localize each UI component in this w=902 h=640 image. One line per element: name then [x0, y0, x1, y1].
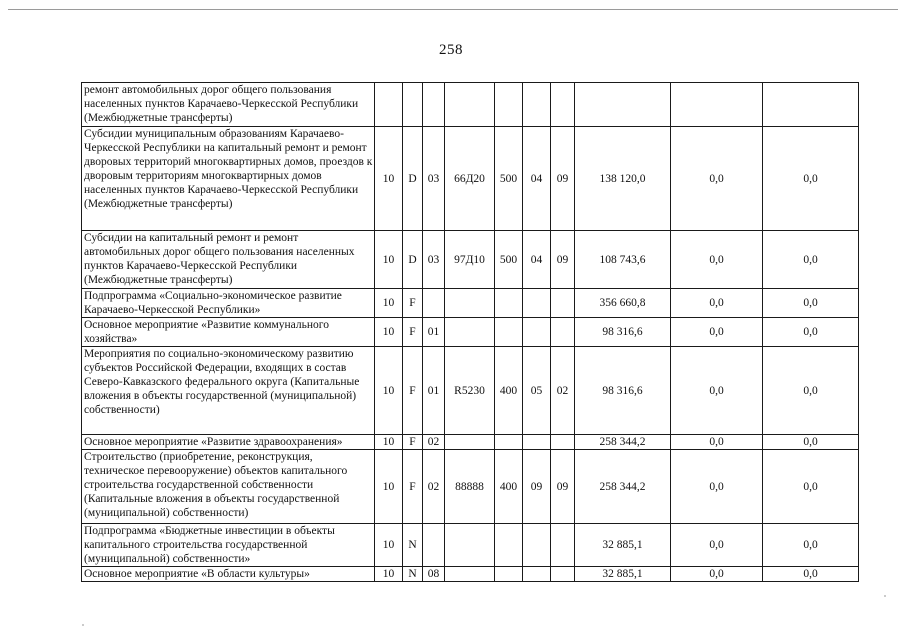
- row-value-cell-c1: 10: [375, 127, 403, 231]
- row-value-cell-c4: [445, 318, 495, 347]
- row-name-cell: Субсидии на капитальный ремонт и ремонт автомобильных дорог общего пользования населенных пунктов Карачаево-Черкесской Республики (Межбюджетные трансферты): [82, 231, 375, 289]
- row-value-cell-c6: [523, 289, 551, 318]
- row-value-cell-c2: F: [403, 450, 423, 524]
- row-value-cell-v3: 0,0: [763, 347, 859, 435]
- row-value-cell-c3: 08: [423, 567, 445, 582]
- row-value-cell-c7: 09: [551, 127, 575, 231]
- row-value-cell-c2: D: [403, 231, 423, 289]
- row-value-cell-c5: 500: [495, 231, 523, 289]
- table-body: [82, 83, 859, 582]
- row-value-cell-c3: [423, 289, 445, 318]
- row-value-cell-v3: 0,0: [763, 318, 859, 347]
- row-value-cell-c6: [523, 524, 551, 567]
- row-value-cell-v2: 0,0: [671, 435, 763, 450]
- row-value-cell-c1: 10: [375, 567, 403, 582]
- row-value-cell-c3: [423, 83, 445, 127]
- row-value-cell-v1: 356 660,8: [575, 289, 671, 318]
- table-row: [82, 524, 859, 567]
- row-value-cell-v2: 0,0: [671, 289, 763, 318]
- row-value-cell-v1: 32 885,1: [575, 524, 671, 567]
- row-value-cell-c5: 500: [495, 127, 523, 231]
- row-value-cell-c4: R5230: [445, 347, 495, 435]
- row-value-cell-c5: [495, 289, 523, 318]
- row-name-cell: Мероприятия по социально-экономическому развитию субъектов Российской Федерации, входящих в состав Северо-Кавказского федерального округа (Капитальные вложения в объекты государственной (муниципальной) собственности): [82, 347, 375, 435]
- scan-top-border-line: [8, 9, 898, 10]
- table-row: [82, 231, 859, 289]
- row-value-cell-c6: 04: [523, 127, 551, 231]
- scan-speck: [884, 595, 886, 597]
- row-value-cell-c3: 01: [423, 318, 445, 347]
- row-value-cell-c4: [445, 524, 495, 567]
- row-value-cell-c1: 10: [375, 289, 403, 318]
- row-value-cell-c1: 10: [375, 524, 403, 567]
- row-value-cell-c6: 04: [523, 231, 551, 289]
- row-value-cell-c7: [551, 524, 575, 567]
- row-value-cell-c4: [445, 435, 495, 450]
- row-value-cell-c4: [445, 83, 495, 127]
- row-value-cell-v3: 0,0: [763, 289, 859, 318]
- row-value-cell-c7: [551, 289, 575, 318]
- row-value-cell-c2: [403, 83, 423, 127]
- row-value-cell-c7: 02: [551, 347, 575, 435]
- row-value-cell-c6: [523, 83, 551, 127]
- row-value-cell-c4: [445, 567, 495, 582]
- row-value-cell-c7: 09: [551, 450, 575, 524]
- row-name-cell: Основное мероприятие «Развитие коммунального хозяйства»: [82, 318, 375, 347]
- row-value-cell-c2: F: [403, 435, 423, 450]
- row-name-cell: ремонт автомобильных дорог общего пользования населенных пунктов Карачаево-Черкесской Республики (Межбюджетные трансферты): [82, 83, 375, 127]
- row-value-cell-c3: 01: [423, 347, 445, 435]
- row-value-cell-c1: 10: [375, 347, 403, 435]
- row-name-cell: Основное мероприятие «В области культуры»: [82, 567, 375, 582]
- row-value-cell-c3: 02: [423, 435, 445, 450]
- row-value-cell-v2: 0,0: [671, 450, 763, 524]
- row-value-cell-v2: 0,0: [671, 567, 763, 582]
- row-value-cell-v1: 32 885,1: [575, 567, 671, 582]
- row-value-cell-c6: [523, 318, 551, 347]
- row-value-cell-v2: 0,0: [671, 347, 763, 435]
- row-value-cell-v2: 0,0: [671, 318, 763, 347]
- page-number: 258: [439, 42, 463, 58]
- row-value-cell-v2: [671, 83, 763, 127]
- row-value-cell-c2: N: [403, 524, 423, 567]
- table-row: [82, 567, 859, 582]
- row-value-cell-v1: 138 120,0: [575, 127, 671, 231]
- row-value-cell-c5: [495, 567, 523, 582]
- row-value-cell-v1: 98 316,6: [575, 318, 671, 347]
- row-value-cell-c6: 05: [523, 347, 551, 435]
- row-value-cell-v1: 258 344,2: [575, 435, 671, 450]
- row-value-cell-c7: 09: [551, 231, 575, 289]
- row-value-cell-c5: 400: [495, 347, 523, 435]
- row-value-cell-c3: 03: [423, 127, 445, 231]
- row-value-cell-c7: [551, 83, 575, 127]
- row-value-cell-v3: 0,0: [763, 567, 859, 582]
- row-value-cell-c6: [523, 435, 551, 450]
- row-value-cell-c5: [495, 524, 523, 567]
- row-value-cell-v1: 108 743,6: [575, 231, 671, 289]
- table-row: [82, 318, 859, 347]
- row-value-cell-c1: 10: [375, 231, 403, 289]
- row-value-cell-v2: 0,0: [671, 231, 763, 289]
- row-value-cell-c4: 66Д20: [445, 127, 495, 231]
- row-value-cell-c5: [495, 83, 523, 127]
- row-value-cell-c7: [551, 435, 575, 450]
- row-value-cell-c5: [495, 318, 523, 347]
- row-value-cell-v3: 0,0: [763, 435, 859, 450]
- row-value-cell-c2: F: [403, 289, 423, 318]
- row-name-cell: Подпрограмма «Социально-экономическое развитие Карачаево-Черкесской Республики»: [82, 289, 375, 318]
- row-value-cell-c3: 02: [423, 450, 445, 524]
- row-value-cell-v2: 0,0: [671, 127, 763, 231]
- row-value-cell-c1: 10: [375, 318, 403, 347]
- row-value-cell-c3: [423, 524, 445, 567]
- row-value-cell-c6: 09: [523, 450, 551, 524]
- table-row: [82, 289, 859, 318]
- row-value-cell-v3: 0,0: [763, 524, 859, 567]
- row-value-cell-c5: 400: [495, 450, 523, 524]
- row-value-cell-v3: 0,0: [763, 450, 859, 524]
- row-value-cell-v3: 0,0: [763, 231, 859, 289]
- row-value-cell-c1: 10: [375, 450, 403, 524]
- row-name-cell: Подпрограмма «Бюджетные инвестиции в объекты капитального строительства государственной (муниципальной) собственности»: [82, 524, 375, 567]
- row-name-cell: Субсидии муниципальным образованиям Карачаево-Черкесской Республики на капитальный ремонт и ремонт дворовых территорий многоквартирных домов, проездов к дворовым территориям многоквартирных домов населенных пунктов Карачаево-Черкесской Республики (Межбюджетные трансферты): [82, 127, 375, 231]
- row-value-cell-c4: 97Д10: [445, 231, 495, 289]
- row-value-cell-c3: 03: [423, 231, 445, 289]
- row-value-cell-v2: 0,0: [671, 524, 763, 567]
- row-value-cell-c4: [445, 289, 495, 318]
- row-name-cell: Строительство (приобретение, реконструкция, техническое перевооружение) объектов капитального строительства государственной собственности (Капитальные вложения в объекты государственной (муниципальной) собственности): [82, 450, 375, 524]
- row-value-cell-c2: F: [403, 318, 423, 347]
- row-value-cell-v3: 0,0: [763, 127, 859, 231]
- row-value-cell-c1: [375, 83, 403, 127]
- row-value-cell-c7: [551, 567, 575, 582]
- table-row: [82, 127, 859, 231]
- row-name-cell: Основное мероприятие «Развитие здравоохранения»: [82, 435, 375, 450]
- row-value-cell-c1: 10: [375, 435, 403, 450]
- table-row: [82, 83, 859, 127]
- row-value-cell-v1: 258 344,2: [575, 450, 671, 524]
- row-value-cell-c4: 88888: [445, 450, 495, 524]
- row-value-cell-c2: D: [403, 127, 423, 231]
- table-row: [82, 435, 859, 450]
- row-value-cell-v1: [575, 83, 671, 127]
- table-row: [82, 450, 859, 524]
- budget-table: [81, 82, 859, 582]
- row-value-cell-c6: [523, 567, 551, 582]
- row-value-cell-c7: [551, 318, 575, 347]
- row-value-cell-c2: F: [403, 347, 423, 435]
- row-value-cell-c5: [495, 435, 523, 450]
- row-value-cell-v1: 98 316,6: [575, 347, 671, 435]
- table-row: [82, 347, 859, 435]
- scan-speck: [82, 624, 84, 626]
- row-value-cell-c2: N: [403, 567, 423, 582]
- row-value-cell-v3: [763, 83, 859, 127]
